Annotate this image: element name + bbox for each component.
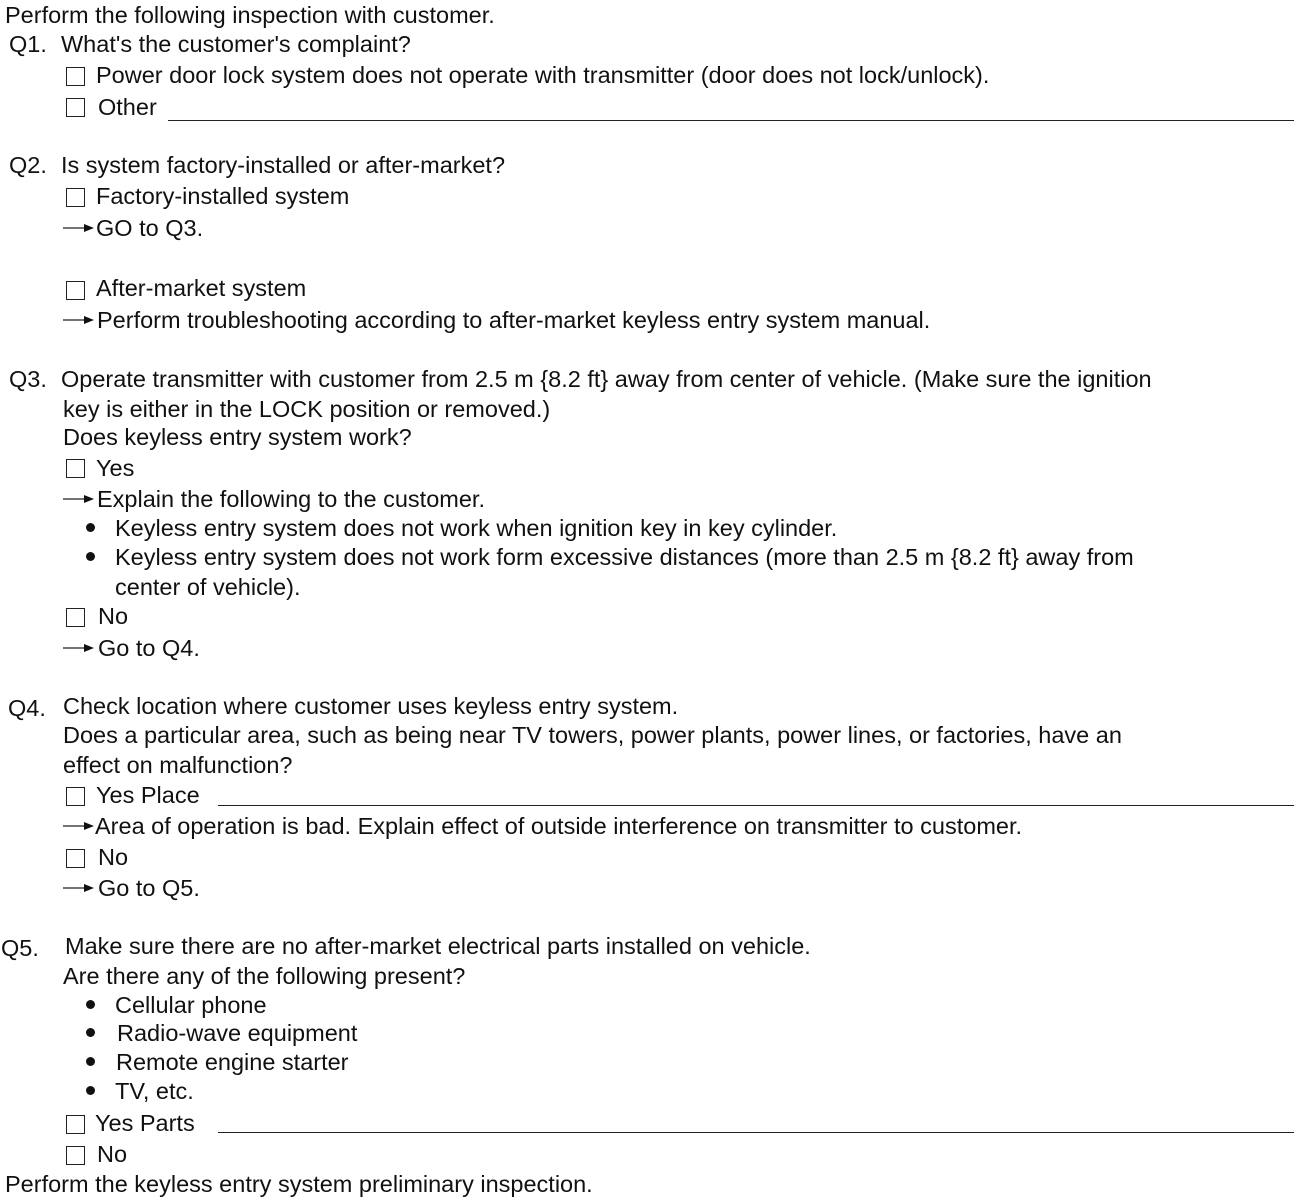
q4-question-line2: Does a particular area, such as being near TV towers, power plants, power lines, or factories, have an	[63, 722, 1122, 748]
outro-text: Perform the keyless entry system preliminary inspection.	[5, 1171, 593, 1197]
bullet-icon	[86, 552, 95, 561]
arrow-right-icon	[63, 223, 95, 233]
q3-bullet2-line2: center of vehicle).	[115, 574, 301, 600]
arrow-right-icon	[63, 494, 95, 504]
q3-number: Q3.	[9, 366, 47, 392]
q2-aftermarket-checkbox[interactable]	[66, 281, 85, 300]
q2-number: Q2.	[9, 152, 47, 178]
q3-yes-checkbox[interactable]	[66, 459, 85, 478]
q4-question-line3: effect on malfunction?	[63, 752, 293, 778]
q3-no-result: Go to Q4.	[98, 635, 200, 661]
q1-other-fill-line[interactable]	[168, 120, 1294, 121]
q5-question-line2: Are there any of the following present?	[63, 963, 466, 989]
q3-bullet1: Keyless entry system does not work when ignition key in key cylinder.	[115, 515, 838, 541]
q4-yes-label: Yes Place	[96, 782, 200, 808]
q3-bullet2-line1: Keyless entry system does not work form excessive distances (more than 2.5 m {8.2 ft} away from	[115, 544, 1134, 570]
q5-item: Radio-wave equipment	[117, 1020, 358, 1046]
arrow-right-icon	[63, 315, 95, 325]
q2-aftermarket-result: Perform troubleshooting according to after-market keyless entry system manual.	[97, 307, 931, 333]
q5-yes-label: Yes Parts	[95, 1110, 195, 1136]
q1-option1-checkbox[interactable]	[66, 67, 85, 86]
q3-no-checkbox[interactable]	[66, 608, 85, 627]
q4-yes-checkbox[interactable]	[66, 787, 85, 806]
q2-factory-result: GO to Q3.	[96, 215, 204, 241]
q3-yes-result: Explain the following to the customer.	[97, 486, 485, 512]
q4-no-checkbox[interactable]	[66, 849, 85, 868]
q1-question: What's the customer's complaint?	[61, 31, 411, 57]
q4-place-fill-line[interactable]	[218, 805, 1294, 806]
arrow-right-icon	[63, 883, 95, 893]
q5-item: Cellular phone	[115, 992, 267, 1018]
q2-factory-label: Factory-installed system	[96, 183, 350, 209]
q5-no-label: No	[97, 1141, 128, 1167]
q5-parts-fill-line[interactable]	[218, 1132, 1294, 1133]
q5-yes-checkbox[interactable]	[66, 1115, 85, 1134]
q4-number: Q4.	[8, 695, 46, 721]
arrow-right-icon	[63, 821, 95, 831]
bullet-icon	[86, 523, 95, 532]
q5-number: Q5.	[1, 935, 39, 961]
bullet-icon	[86, 1000, 95, 1009]
intro-text: Perform the following inspection with customer.	[5, 2, 495, 28]
q5-item: Remote engine starter	[116, 1049, 349, 1075]
q2-question: Is system factory-installed or after-market?	[61, 152, 506, 178]
q2-factory-checkbox[interactable]	[66, 188, 85, 207]
q3-yes-label: Yes	[96, 455, 135, 481]
q3-question-line3: Does keyless entry system work?	[63, 424, 412, 450]
q3-question-line1: Operate transmitter with customer from 2.5 m {8.2 ft} away from center of vehicle. (Make sure the ignition	[61, 366, 1152, 392]
q4-no-label: No	[98, 844, 129, 870]
q5-no-checkbox[interactable]	[66, 1146, 85, 1165]
q1-option1-label: Power door lock system does not operate with transmitter (door does not lock/unlock).	[96, 62, 990, 88]
q1-other-checkbox[interactable]	[66, 98, 85, 117]
q4-yes-result: Area of operation is bad. Explain effect of outside interference on transmitter to customer.	[95, 813, 1023, 839]
q3-question-line2: key is either in the LOCK position or removed.)	[63, 396, 551, 422]
q1-other-label: Other	[98, 94, 157, 120]
q4-no-result: Go to Q5.	[98, 875, 200, 901]
bullet-icon	[86, 1028, 95, 1037]
q1-number: Q1.	[9, 31, 47, 57]
q4-question-line1: Check location where customer uses keyless entry system.	[63, 693, 679, 719]
bullet-icon	[86, 1057, 95, 1066]
q5-item: TV, etc.	[115, 1078, 194, 1104]
arrow-right-icon	[63, 643, 95, 653]
q2-aftermarket-label: After-market system	[96, 275, 307, 301]
q5-question-line1: Make sure there are no after-market electrical parts installed on vehicle.	[65, 933, 811, 959]
q3-no-label: No	[98, 603, 129, 629]
bullet-icon	[86, 1086, 95, 1095]
